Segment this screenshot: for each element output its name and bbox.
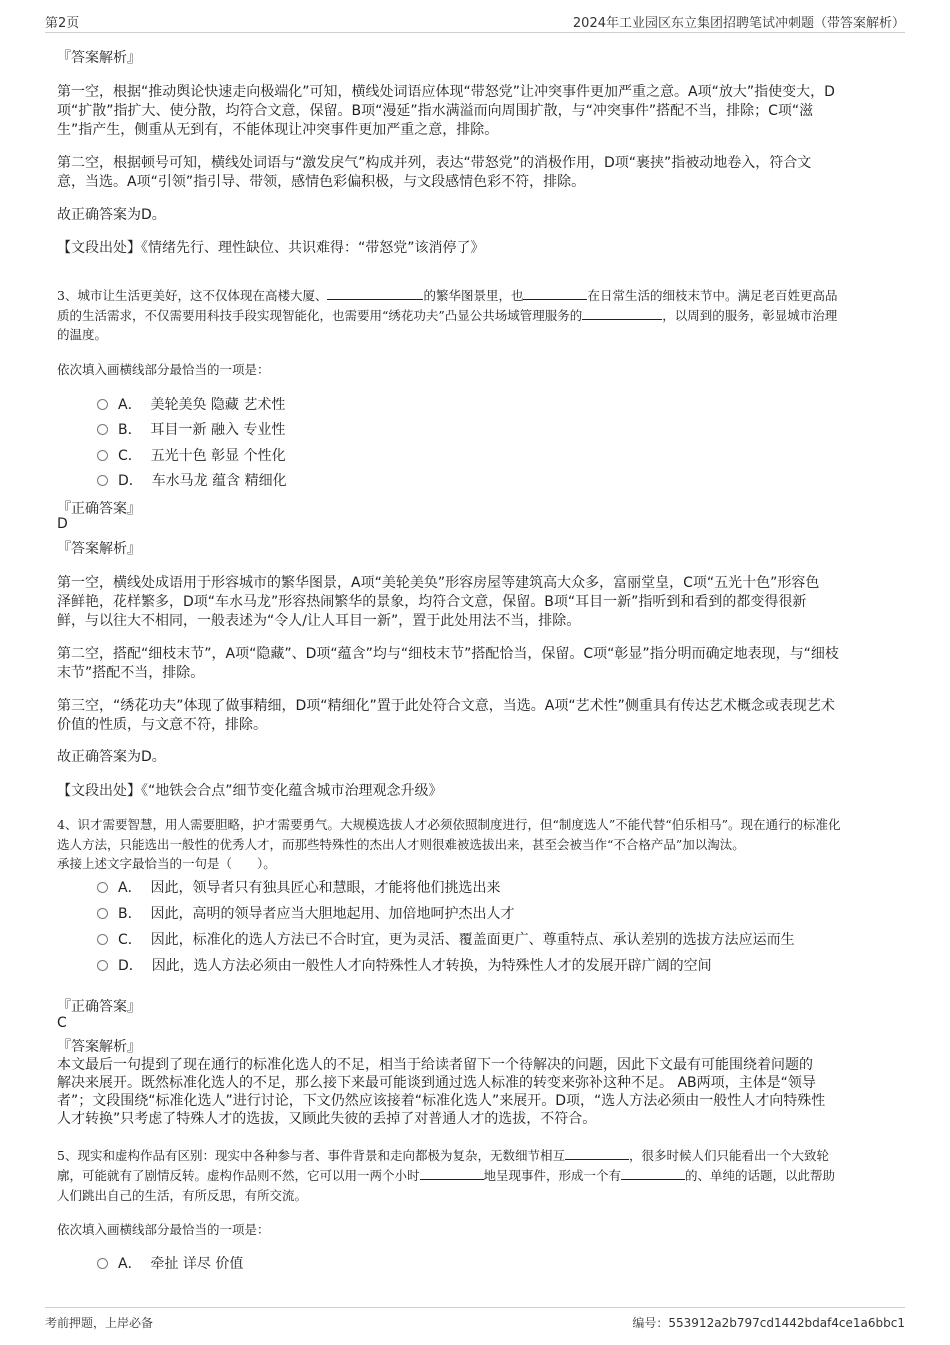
paragraph-line: 人才转换”只考虑了特殊人才的选拔，又顾此失彼的丢掉了对普通人才的选拔，不符合。 — [57, 1111, 597, 1127]
paragraph-line: 生”指产生，侧重从无到有，不能体现让冲突事件更加严重之意，排除。 — [57, 122, 499, 138]
radio-icon[interactable] — [97, 475, 108, 486]
question-5-line: 廓，可能就有了剧情反转。虚构作品则不然，它可以用一两个小时 地呈现事件，形成一个有 的、单纯的话题，以此帮助 — [57, 1168, 836, 1183]
blank — [621, 1167, 685, 1180]
blank — [565, 1147, 629, 1160]
answer-value: C — [57, 1015, 67, 1031]
document-id: 编号：553912a2b797cd1442bdaf4ce1a6bbc1 — [632, 1316, 905, 1330]
paragraph-line: 第一空，横线处成语用于形容城市的繁华图景，A项“美轮美奂”形容房屋等建筑高大众多，富丽堂皇，C项“五光十色”形容色 — [57, 575, 820, 591]
answer-label: 『正确答案』 — [57, 501, 141, 517]
radio-icon[interactable] — [97, 882, 108, 893]
paragraph-line: 解决来展开。既然标准化选人的不足，那么接下来最可能谈到通过选人标准的转变来弥补这种不足。 AB两项，主体是“领导 — [57, 1075, 816, 1091]
paragraph-line: 第二空，根据顿号可知，横线处词语与“激发戾气”构成并列，表达“带怒党”的消极作用，D项“裹挟”指被动地卷入，符合文 — [57, 155, 812, 171]
option-a[interactable]: A． 因此，领导者只有独具匠心和慧眼，才能将他们挑选出来 — [97, 877, 500, 897]
question-5-line: 5、现实和虚构作品有区别：现实中各种参与者、事件背景和走向都极为复杂，无数细节相互 ，很多时候人们只能看出一个大致轮 — [57, 1148, 829, 1163]
footer-slogan: 考前押题，上岸必备 — [45, 1316, 154, 1330]
paragraph-line: 第三空，“绣花功夫”体现了做事精细，D项“精细化”置于此处符合文意，当选。A项“艺术性”侧重具有传达艺术概念或表现艺术 — [57, 698, 835, 714]
option-d[interactable]: D． 车水马龙 蕴含 精细化 — [97, 470, 287, 490]
source-citation: 【文段出处】《“地铁会合点”细节变化蕴含城市治理观念升级》 — [57, 783, 443, 799]
question-4-line: 承接上述文字最恰当的一句是（ ）。 — [57, 856, 276, 871]
option-c[interactable]: C． 五光十色 彰显 个性化 — [97, 445, 286, 465]
option-c[interactable]: C． 因此，标准化的选人方法已不合时宜，更为灵活、覆盖面更广、尊重特点、承认差别的选拔方法应运而生 — [97, 929, 795, 949]
blank — [420, 1167, 484, 1180]
paragraph-line: 价值的性质，与文意不符，排除。 — [57, 717, 267, 733]
option-b[interactable]: B． 因此，高明的领导者应当大胆地起用、加倍地呵护杰出人才 — [97, 903, 515, 923]
document-title: 2024年工业园区东立集团招聘笔试冲刺题（带答案解析） — [572, 16, 905, 31]
question-3-line: 的温度。 — [57, 327, 108, 342]
page-footer — [45, 1307, 905, 1332]
radio-icon[interactable] — [97, 399, 108, 410]
question-4-line: 选人方法，只能选出一般性的优秀人才，而那些特殊性的杰出人才则很难被选拔出来，甚至会被当作“不合格产品”加以淘汰。 — [57, 837, 745, 852]
question-prompt: 依次填入画横线部分最恰当的一项是： — [57, 362, 270, 377]
radio-icon[interactable] — [97, 960, 108, 971]
question-3-line: 3、城市让生活更美好，这不仅体现在高楼大厦、 的繁华图景里，也 在日常生活的细枝末节中。满足老百姓更高品 — [57, 288, 838, 303]
option-a[interactable]: A． 美轮美奂 隐藏 艺术性 — [97, 394, 285, 414]
source-citation: 【文段出处】《情绪先行、理性缺位、共识难得：“带怒党”该消停了》 — [57, 240, 485, 256]
answer-label: 『正确答案』 — [57, 999, 141, 1015]
option-b[interactable]: B． 耳目一新 融入 专业性 — [97, 419, 285, 439]
radio-icon[interactable] — [97, 908, 108, 919]
analysis-label: 『答案解析』 — [57, 50, 141, 66]
paragraph-line: 第二空，搭配“细枝末节”，A项“隐藏”、D项“蕴含”均与“细枝末节”搭配恰当，保留。C项“彰显”指分明而确定地表现，与“细枝 — [57, 646, 839, 662]
radio-icon[interactable] — [97, 1258, 108, 1269]
question-4-line: 4、识才需要智慧，用人需要胆略，护才需要勇气。大规模选拔人才必须依照制度进行，但“制度选人”不能代替“伯乐相马”。现在通行的标准化 — [57, 817, 841, 832]
page-header — [45, 10, 905, 33]
paragraph-line: 第一空，根据“推动舆论快速走向极端化”可知，横线处词语应体现“带怒党”让冲突事件更加严重之意。A项“放大”指使变大，D — [57, 84, 835, 100]
paragraph-line: 意，当选。A项“引领”指引导、带领，感情色彩偏积极，与文段感情色彩不符，排除。 — [57, 174, 586, 190]
conclusion: 故正确答案为D。 — [57, 207, 166, 223]
page-number: 第2页 — [45, 16, 80, 31]
paragraph-line: 项“扩散”指扩大、使分散，均符合文意，保留。B项“漫延”指水满溢而向周围扩散，与“冲突事件”搭配不当，排除；C项“滋 — [57, 103, 814, 119]
blank — [327, 287, 423, 300]
paragraph-line: 者”；文段围绕“标准化选人”进行讨论，下文仍然应该接着“标准化选人”来展开。D项，“选人方法必须由一般性人才向特殊性 — [57, 1093, 826, 1109]
paragraph-line: 泽鲜艳，花样繁多，D项“车水马龙”形容热闹繁华的景象，均符合文意，保留。B项“耳目一新”指听到和看到的都变得很新 — [57, 594, 807, 610]
paragraph-line: 鲜，与以往大不相同，一般表述为“令人/让人耳目一新”，置于此处用法不当，排除。 — [57, 613, 581, 629]
analysis-label: 『答案解析』 — [57, 541, 141, 557]
paragraph-line: 本文最后一句提到了现在通行的标准化选人的不足，相当于给读者留下一个待解决的问题，因此下文最有可能围绕着问题的 — [57, 1057, 813, 1073]
conclusion: 故正确答案为D。 — [57, 749, 166, 765]
option-d[interactable]: D． 因此，选人方法必须由一般性人才向特殊性人才转换，为特殊性人才的发展开辟广阔的空间 — [97, 955, 712, 975]
analysis-label: 『答案解析』 — [57, 1039, 141, 1055]
radio-icon[interactable] — [97, 424, 108, 435]
paragraph-line: 末节”搭配不当，排除。 — [57, 665, 205, 681]
question-3-line: 质的生活需求，不仅需要用科技手段实现智能化，也需要用“绣花功夫”凸显公共场域管理服务的 ，以周到的服务，彰显城市治理 — [57, 308, 838, 323]
answer-value: D — [57, 516, 68, 532]
radio-icon[interactable] — [97, 934, 108, 945]
blank — [523, 287, 587, 300]
blank — [582, 307, 662, 320]
option-a[interactable]: A． 牵扯 详尽 价值 — [97, 1253, 243, 1273]
radio-icon[interactable] — [97, 450, 108, 461]
question-5-line: 人们跳出自己的生活，有所反思，有所交流。 — [57, 1188, 308, 1203]
question-prompt: 依次填入画横线部分最恰当的一项是： — [57, 1222, 270, 1237]
